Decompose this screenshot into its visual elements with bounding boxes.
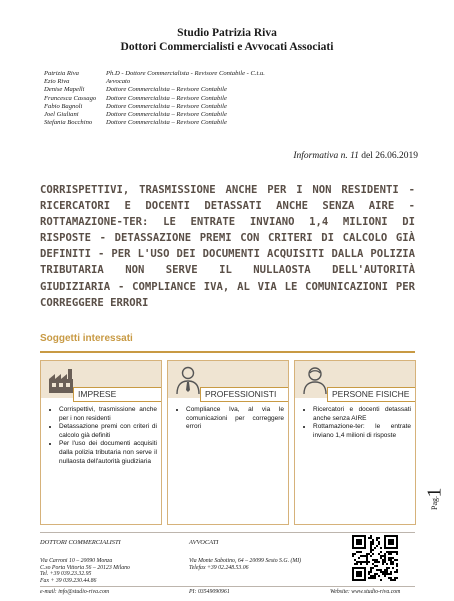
informativa-label: Informativa n. 11 [293,151,359,161]
staff-row [44,70,265,78]
footer-email-link[interactable]: e-mail: info@studio-riva.com [40,589,110,595]
staff-row [44,103,265,111]
staff-role: Dottore Commercialista – Revisore Contabile [106,102,227,110]
staff-row [44,86,265,94]
list-item: • Ricercatori e docenti detassati anche senza AIRE [313,406,411,423]
footer-divider [40,532,415,533]
staff-name: Joel Giuliani [44,111,79,119]
staff-name: Stefania Bocchino [44,119,93,127]
fax-line: Fax + 39 039.230.44.86 [40,577,97,584]
staff-role: Dottore Commercialista – Revisore Contabile [106,94,227,102]
page-label: Pag. [430,496,439,510]
phone-line: Tel. +39 039.23.32.95 [40,571,92,578]
staff-row [44,111,265,119]
card-items [170,406,284,432]
staff-role: Dottore Commercialista – Revisore Contabile [106,111,227,119]
informativa-ref [293,151,418,161]
soggetti-heading: Soggetti interessati [40,333,133,344]
staff-name: Fabio Bagnoli [44,102,83,110]
card-persone-fisiche [294,360,416,525]
footer-mid-heading: AVVOCATI [189,539,219,546]
footer-website-link[interactable]: Website: www.studio-riva.com [330,589,401,595]
footer-mid-address [189,558,301,571]
staff-role: Avvocato [106,78,131,86]
card-items [43,406,157,466]
staff-list [44,70,265,127]
card-professionisti [167,360,289,525]
footer-divider-bottom [40,586,415,587]
staff-role: Dottore Commercialista – Revisore Contabile [106,119,227,127]
document-title: CORRISPETTIVI, TRASMISSIONE ANCHE PER I NON RESIDENTI - RICERCATORI E DOCENTI DETASSATI ANCHE SENZA AIRE - ROTTAMAZIONE-TER: LE ENTRATE INVIANO 1,4 MILIONI DI RISPOSTE - DETASSAZIONE PREMI CON CRITERI DI CALCOLO GIÀ DEFINITI - PER L'USO DEI DOCUMENTI ACQUISITI DALLA POLIZIA TRIBUTARIA NON SERVE IL NULLAOSTA DELL'AUTORITÀ GIUDIZIARIA - COMPLIANCE IVA, AL VIA LE COMUNICAZIONI PER CORREGGERE ERRORI [40,184,415,309]
staff-role: Dottore Commercialista – Revisore Contabile [106,86,227,94]
staff-name: Francesca Cassago [44,94,97,102]
page-number: 1 [423,487,446,498]
card-imprese [40,360,162,525]
staff-row [44,78,265,86]
address-line: C.so Porta Vittoria 56 – 20123 Milano [40,564,130,571]
phone-line: Telefax +39 02.248.53.06 [189,564,249,571]
staff-role: Ph.D - Dottore Commercialista - Revisore Contabile - C.t.u. [106,70,265,77]
informativa-date: del 26.06.2019 [361,151,418,161]
card-label: PROFESSIONISTI [200,387,288,402]
staff-row [44,95,265,103]
staff-name: Patrizia Riva [44,70,79,77]
footer-left-address [40,558,130,584]
person-icon [300,365,330,395]
staff-name: Denise Mapelli [44,86,85,94]
card-label: IMPRESE [73,387,161,402]
footer-left-heading: DOTTORI COMMERCIALISTI [40,539,121,546]
footer-piva: PI: 03549090961 [189,589,230,595]
list-item: • Compliance Iva, al via le comunicazioni per correggere errori [186,406,284,432]
list-item: • Per l'uso dei documenti acquisiti dalla polizia tributaria non serve il nullaosta dell'autorità giudiziaria [59,440,157,466]
header-line2: Dottori Commercialisti e Avvocati Associati [120,41,334,53]
address-line: Via Carroni 10 – 20090 Monza [40,558,113,564]
list-item: • Rottamazione-ter: le entrate inviano 1,4 milioni di risposte [313,423,411,440]
businessman-icon [173,365,203,395]
list-item: • Detassazione premi con criteri di calcolo già definiti [59,423,157,440]
address-line: Via Monte Sabotino, 64 – 20099 Sesto S.G. (MI) [189,558,302,564]
card-items [297,406,411,440]
card-label: PERSONE FISICHE [327,387,415,402]
qr-code-icon [352,535,398,581]
staff-name: Ezio Riva [44,78,70,86]
section-divider [40,351,415,353]
factory-icon [46,365,76,395]
staff-row [44,119,265,127]
header-line1: Studio Patrizia Riva [177,27,277,39]
list-item: • Corrispettivi, trasmissione anche per i non residenti [59,406,157,423]
